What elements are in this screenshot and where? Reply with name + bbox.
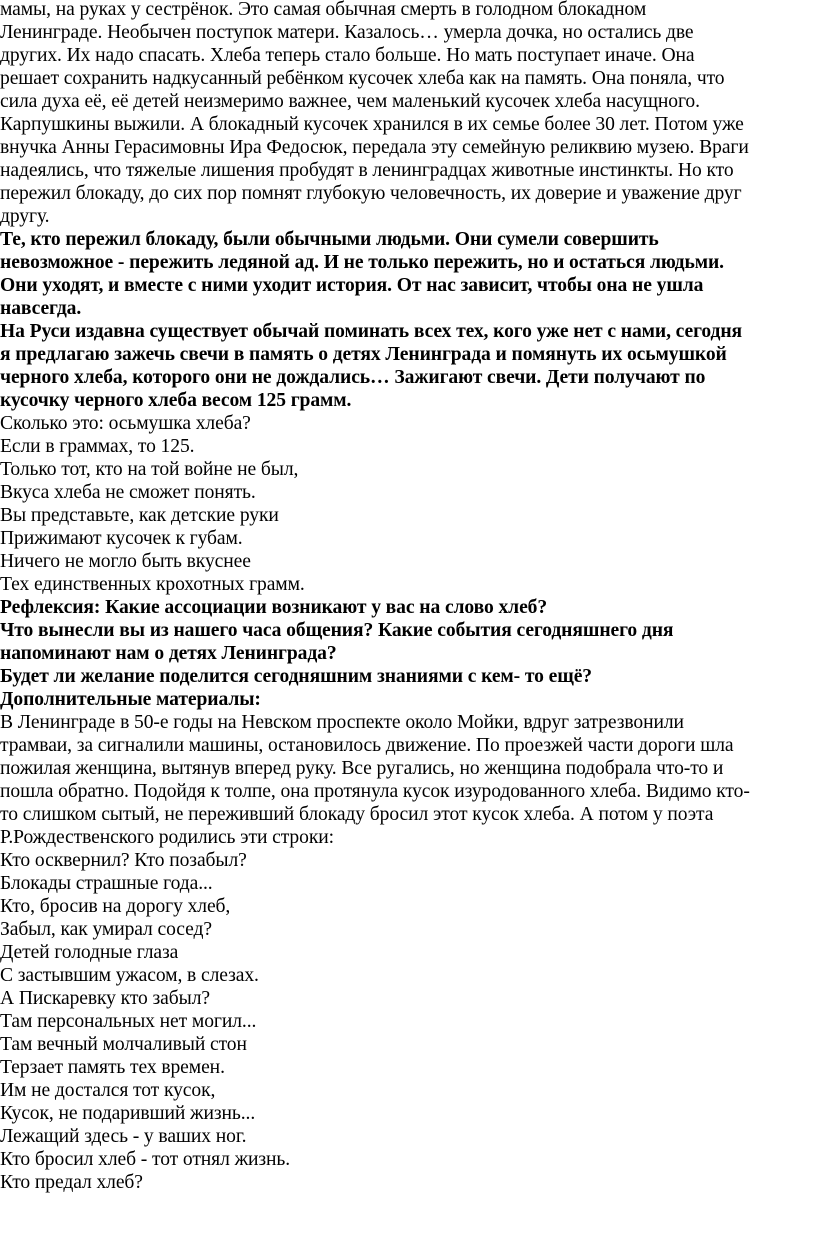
poem-line: Прижимают кусочек к губам. (0, 528, 243, 549)
poem-bread-ration (0, 412, 816, 596)
text-line: пожилая женщина, вытянув вперед руку. Все ругались, но женщина подобрала что-то и (0, 758, 724, 779)
poem-line: Блокады страшные года... (0, 873, 213, 894)
poem-rozhdestvensky (0, 849, 816, 1194)
poem-line: А Пискаревку кто забыл? (0, 988, 210, 1009)
text-line: пережил блокаду, до сих пор помнят глубокую человечность, их доверие и уважение друг (0, 183, 742, 204)
text-line: надеялись, что тяжелые лишения пробудят в ленинградцах животные инстинкты. Но кто (0, 160, 734, 181)
text-line: В Ленинграде в 50-е годы на Невском проспекте около Мойки, вдруг затрезвонили (0, 712, 684, 733)
poem-line: Кто бросил хлеб - тот отнял жизнь. (0, 1149, 291, 1170)
section-heading-additional: Дополнительные материалы: (0, 689, 261, 710)
poem-line: Забыл, как умирал сосед? (0, 919, 212, 940)
poem-line: Кусок, не подаривший жизнь... (0, 1103, 256, 1124)
text-line: трамваи, за сигналили машины, остановилось движение. По проезжей части дороги шла (0, 735, 734, 756)
poem-line: Ничего не могло быть вкуснее (0, 551, 251, 572)
poem-line: Детей голодные глаза (0, 942, 179, 963)
poem-line: Сколько это: осьмушка хлеба? (0, 413, 251, 434)
text-line: другу. (0, 206, 50, 227)
poem-line: Им не достался тот кусок, (0, 1080, 216, 1101)
bold-paragraph-survivors (0, 228, 816, 320)
reflection-section (0, 596, 816, 711)
text-line: Они уходят, и вместе с ними уходит история. От нас зависит, чтобы она не ушла (0, 275, 704, 296)
poem-line: Если в граммах, то 125. (0, 436, 195, 457)
text-line: внучка Анны Герасимовны Ира Федосюк, передала эту семейную реликвию музею. Враги (0, 137, 749, 158)
poem-line: Вы представьте, как детские руки (0, 505, 279, 526)
text-line: сила духа её, её детей неизмеримо важнее, чем маленький кусочек хлеба насущного. (0, 91, 700, 112)
text-line: пошла обратно. Подойдя к толпе, она протянула кусок изуродованного хлеба. Видимо кто- (0, 781, 750, 802)
poem-line: Тех единственных крохотных грамм. (0, 574, 305, 595)
text-line: то слишком сытый, не переживший блокаду бросил этот кусок хлеба. А потом у поэта (0, 804, 714, 825)
bold-paragraph-candles (0, 320, 816, 412)
poem-line: Кто осквернил? Кто позабыл? (0, 850, 247, 871)
poem-line: Терзает память тех времен. (0, 1057, 225, 1078)
text-line: Карпушкины выжили. А блокадный кусочек хранился в их семье более 30 лет. Потом уже (0, 114, 744, 135)
text-line: мамы, на руках у сестрёнок. Это самая обычная смерть в голодном блокадном (0, 0, 647, 20)
poem-line: Там вечный молчаливый стон (0, 1034, 247, 1055)
text-line: Р.Рождественского родились эти строки: (0, 827, 334, 848)
reflection-question: Что вынесли вы из нашего часа общения? Какие события сегодняшнего дня (0, 620, 674, 641)
text-line: На Руси издавна существует обычай поминать всех тех, кого уже нет с нами, сегодня (0, 321, 743, 342)
reflection-question: Будет ли желание поделится сегодняшним знаниями с кем- то ещё? (0, 666, 592, 687)
text-line: я предлагаю зажечь свечи в память о детях Ленинграда и помянуть их осьмушкой (0, 344, 727, 365)
text-line: Те, кто пережил блокаду, были обычными людьми. Они сумели совершить (0, 229, 659, 250)
poem-line: Кто предал хлеб? (0, 1172, 143, 1193)
reflection-question: Рефлексия: Какие ассоциации возникают у вас на слово хлеб? (0, 597, 548, 618)
intro-paragraph (0, 0, 816, 228)
poem-line: Там персональных нет могил... (0, 1011, 257, 1032)
text-line: навсегда. (0, 298, 82, 319)
text-line: других. Их надо спасать. Хлеба теперь стало больше. Но мать поступает иначе. Она (0, 45, 695, 66)
text-line: черного хлеба, которого они не дождались… Зажигают свечи. Дети получают по (0, 367, 706, 388)
poem-line: С застывшим ужасом, в слезах. (0, 965, 259, 986)
additional-paragraph (0, 711, 816, 849)
text-line: решает сохранить надкусанный ребёнком кусочек хлеба как на память. Она поняла, что (0, 68, 725, 89)
reflection-question: напоминают нам о детях Ленинграда? (0, 643, 337, 664)
poem-line: Вкуса хлеба не сможет понять. (0, 482, 256, 503)
text-line: невозможное - пережить ледяной ад. И не только пережить, но и остаться людьми. (0, 252, 724, 273)
poem-line: Лежащий здесь - у ваших ног. (0, 1126, 247, 1147)
text-line: Ленинграде. Необычен поступок матери. Казалось… умерла дочка, но остались две (0, 22, 694, 43)
poem-line: Кто, бросив на дорогу хлеб, (0, 896, 231, 917)
text-line: кусочку черного хлеба весом 125 грамм. (0, 390, 352, 411)
poem-line: Только тот, кто на той войне не был, (0, 459, 299, 480)
